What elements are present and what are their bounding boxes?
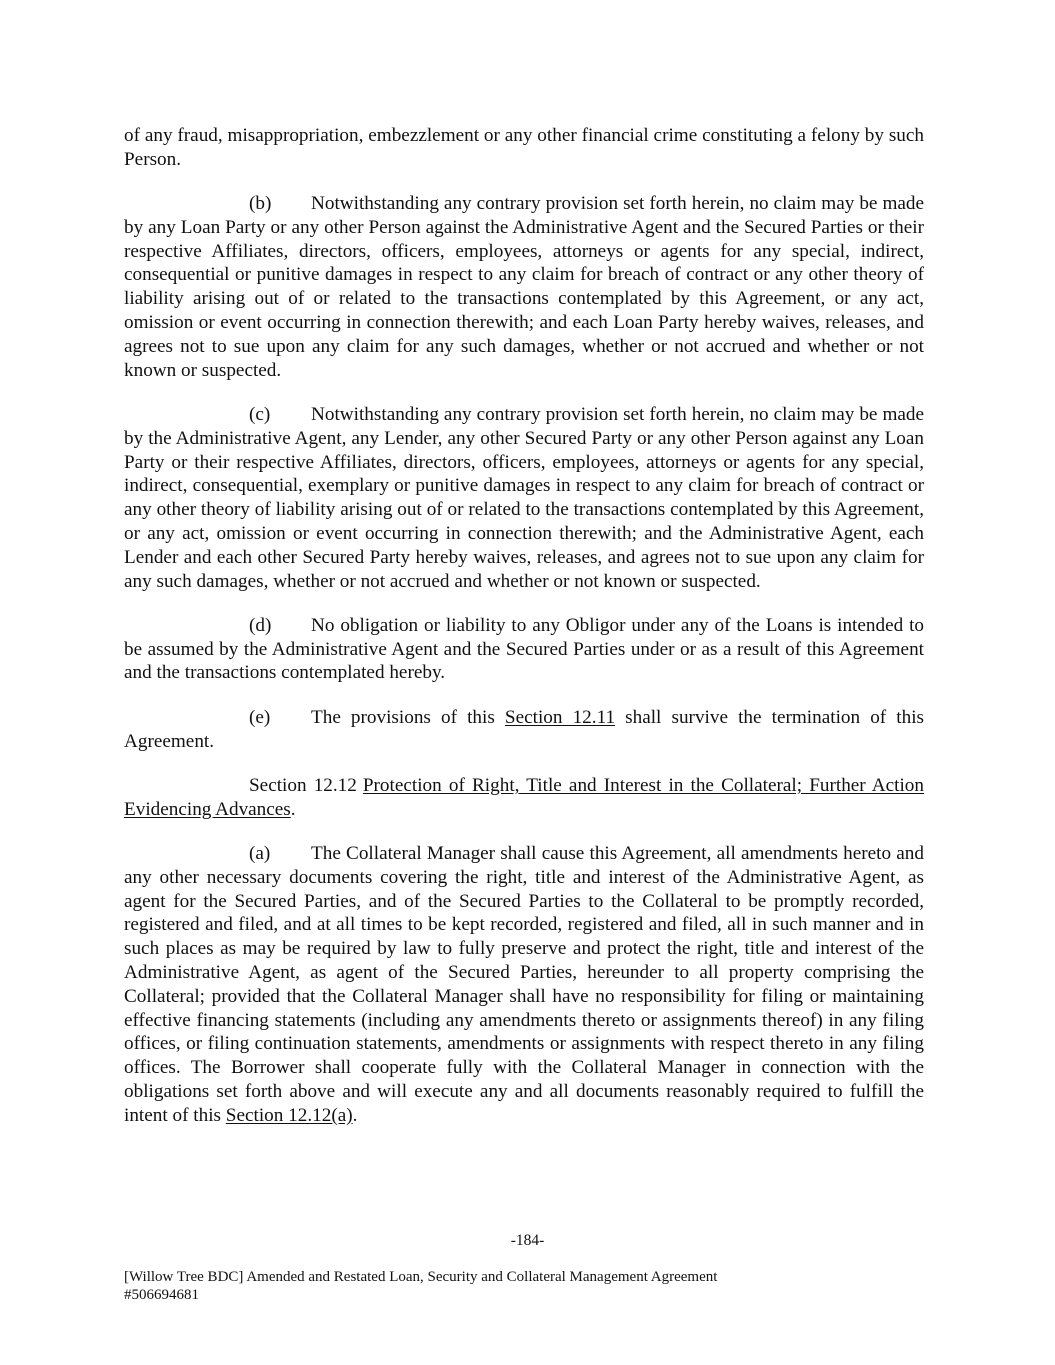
paragraph-e (124, 706, 924, 754)
section-reference-link[interactable]: Section 12.11 (504, 706, 616, 728)
document-body (124, 124, 924, 1148)
paragraph-label: (d) (249, 614, 272, 636)
section-reference-link[interactable]: Section 12.12(a) (225, 1104, 353, 1126)
section-title-end: . (290, 798, 296, 820)
paragraph-label: (b) (249, 193, 272, 215)
continuation-paragraph: of any fraud, misappropriation, embezzlement or any other financial crime constituting a felony by such Person. (124, 125, 924, 170)
paragraph-label: (c) (249, 403, 271, 425)
section-heading (124, 774, 924, 822)
footer-doc-id: #506694681 (124, 1287, 199, 1303)
paragraph-d (124, 614, 924, 685)
paragraph-text: shall survive the termination of this Agreement. (124, 706, 925, 752)
page-number: -184- (510, 1232, 545, 1249)
paragraph-text: No obligation or liability to any Obligor under any of the Loans is intended to be assumed by the Administrative Agent and the Secured Parties under or as a result of this Agreement and the transactions contemplated hereby. (124, 614, 924, 684)
paragraph-text: Notwithstanding any contrary provision set forth herein, no claim may be made by any Loan Party or any other Person against the Administrative Agent and the Secured Parties or their respective Affiliates, directors, officers, employees, attorneys or agents for any special, indirect, consequential or punitive damages in respect to any claim for breach of contract or any other theory of liability arising out of or related to the transactions contemplated by this Agreement, or any act, omission or event occurring in connection therewith; and each Loan Party hereby waives, releases, and agrees not to sue upon any claim for any such damages, whether or not accrued and whether or not known or suspected. (124, 193, 924, 381)
paragraph-a (124, 842, 924, 1128)
paragraph-text: The provisions of this (311, 706, 505, 728)
paragraph-b (124, 192, 924, 382)
paragraph-c (124, 403, 924, 593)
paragraph-text: Notwithstanding any contrary provision set forth herein, no claim may be made by the Administrative Agent, any Lender, any other Secured Party or any other Person against any Loan Party or their respective Affiliates, directors, officers, employees, attorneys or agents for any special, indirect, consequential, exemplary or punitive damages in respect to any claim for breach of contract or any other theory of liability arising out of or related to the transactions contemplated by this Agreement, or any act, omission or event occurring in connection therewith; and the Administrative Agent, each Lender and each other Secured Party hereby waives, releases, and agrees not to sue upon any claim for any such damages, whether or not accrued and whether or not known or suspected. (124, 403, 924, 592)
section-title: Protection of Right, Title and Interest in the Collateral; Further Action Evidencing Advances (124, 774, 924, 820)
document-footer (124, 1268, 717, 1304)
paragraph-label: (e) (249, 706, 271, 728)
paragraph-label: (a) (249, 842, 271, 864)
paragraph-text-end: . (352, 1104, 358, 1126)
paragraph-text: The Collateral Manager shall cause this Agreement, all amendments hereto and any other necessary documents covering the right, title and interest of the Administrative Agent, as agent for the Secured Parties, and of the Secured Parties to the Collateral to be promptly recorded, registered and filed, and at all times to be kept recorded, registered and filed, all in such manner and in such places as may be required by law to fully preserve and protect the right, title and interest of the Administrative Agent, as agent of the Secured Parties, hereunder to all property comprising the Collateral; provided that the Collateral Manager shall have no responsibility for filing or maintaining effective financing statements (including any amendments thereto or assignments thereof) in any filing offices, or filing continuation statements, amendments or assignments with respect thereto in any filing offices. The Borrower shall cooperate fully with the Collateral Manager in connection with the obligations set forth above and will execute any and all documents reasonably required to fulfill the intent of this (124, 842, 924, 1126)
section-number: Section 12.12 (249, 774, 357, 796)
footer-title: [Willow Tree BDC] Amended and Restated Loan, Security and Collateral Management Agreement (124, 1269, 718, 1285)
